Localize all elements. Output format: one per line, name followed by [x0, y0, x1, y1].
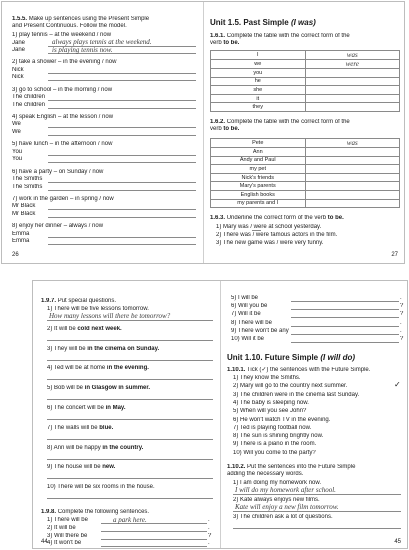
question-sentence	[47, 445, 220, 452]
page-27	[204, 2, 405, 263]
task-1-6-3-instruction: 1.6.3. Underline the correct form of the verb to be.	[210, 215, 344, 221]
handwritten-answer: How many lessons will there be tomorrow?	[49, 312, 171, 320]
sentence-text: 9) The house will be	[47, 464, 103, 471]
subject-cell: English books	[211, 190, 306, 199]
subject-cell: my pet	[211, 165, 306, 174]
page-26	[2, 2, 203, 263]
sentence-stem: 8) There will be	[231, 319, 272, 326]
table-row	[211, 51, 400, 60]
sentence-end: .	[208, 540, 210, 547]
answer-line	[291, 301, 399, 302]
answer-line	[47, 379, 213, 380]
tick-sentence: 4) The baby is sleeping now.	[233, 399, 309, 406]
answer-line	[101, 531, 207, 532]
task-1-9-7-instruction: 1.9.7. Put special questions.	[41, 298, 117, 304]
exercise-prompt: 3) go to school – in the morning / now	[12, 86, 113, 93]
sentence-stem: 9) There won't be any	[231, 327, 289, 334]
answer-line	[101, 546, 207, 547]
subject-label: The children	[12, 101, 46, 108]
sentence-bold: new.	[102, 464, 116, 471]
tick-sentence: 6) He won't watch TV in the evening.	[233, 416, 331, 423]
answer-line	[291, 326, 399, 327]
answer-line	[47, 360, 213, 361]
sentence-stem: 3) Will there be	[47, 532, 88, 539]
sentence-end: .	[400, 319, 402, 326]
verb-form-cell	[305, 173, 400, 182]
task-1-6-2-instruction: 1.6.2. Complete the table with the correct form of the	[210, 119, 350, 125]
table-row	[211, 182, 400, 191]
answer-line	[47, 498, 213, 499]
subject-cell: you	[211, 69, 306, 78]
sentence-bold: in Glasgow in summer.	[84, 385, 151, 392]
verb-form-cell	[305, 103, 400, 112]
table-row	[211, 94, 400, 103]
sentence-text: 10) There will be six rooms in the house.	[47, 484, 155, 491]
verb-form-cell	[305, 156, 400, 165]
sentence-text: 6) The concert will be	[47, 405, 106, 411]
answer-line	[47, 459, 213, 460]
verb-form-cell	[305, 165, 400, 174]
tick-sentence: 7) Ted is playing football now.	[233, 424, 312, 431]
table-row	[211, 190, 400, 199]
subject-cell: Pete	[211, 139, 306, 148]
sentence-bold: blue.	[99, 424, 114, 431]
task-1-5-5-instruction: 1.5.5. Make up sentences using the Present Simple	[12, 16, 150, 22]
subject-label: Jane	[12, 47, 26, 53]
task-1-9-8-instruction: 1.9.8. Complete the following sentences.	[41, 509, 150, 515]
question-sentence	[47, 464, 220, 471]
sentence-stem: 1) There will be	[47, 517, 88, 523]
sentence-bold: in May.	[105, 405, 126, 411]
to-be-table-1	[210, 50, 400, 112]
tick-sentence: 5) When will you see John?	[233, 408, 307, 415]
underline-sentence: 2) There was / were famous actors in the film.	[216, 232, 338, 238]
sentence-text: 8) Ann will be happy	[47, 444, 103, 451]
exercise-prompt: 4) speak English – at the lesson / now	[12, 113, 114, 120]
question-sentence	[47, 484, 220, 491]
check-mark-icon: ✓	[394, 380, 401, 389]
answer-line	[48, 182, 196, 183]
verb-form-cell	[305, 148, 400, 157]
exercise-prompt: 2) take a shower – in the evening / now	[12, 59, 117, 66]
exercise-prompt: 7) work in the garden – in spring / now	[12, 195, 114, 202]
answer-line	[48, 73, 196, 74]
subject-cell: I	[211, 51, 306, 60]
sentence-end: .	[208, 517, 210, 523]
subject-label: We	[12, 121, 21, 128]
question-sentence	[47, 346, 220, 353]
exercise-prompt: 5) have lunch – in the afternoon / now	[12, 141, 113, 148]
verb-form-cell	[305, 199, 400, 208]
answer-line	[48, 209, 196, 210]
table-row	[211, 173, 400, 182]
exercise-prompt: 8) enjoy her dinner – always / now	[12, 223, 104, 230]
sentence-text: 4) Ted will be at home	[47, 365, 107, 372]
answer-line	[291, 317, 399, 318]
question-sentence	[47, 365, 220, 372]
answer-line	[48, 100, 196, 101]
question-sentence	[47, 425, 220, 432]
subject-cell: we	[211, 60, 306, 69]
handwritten-answer: is playing tennis now.	[52, 45, 113, 54]
answer-line	[291, 334, 399, 335]
tick-sentence: 3) The children were in the cinema last Sunday.	[233, 391, 360, 398]
subject-label: The children	[12, 94, 46, 101]
page-number: 44	[41, 539, 48, 545]
answer-line	[48, 217, 196, 218]
verb-form-cell	[305, 190, 400, 199]
answer-line	[47, 439, 213, 440]
subject-cell: my parents and I	[211, 199, 306, 208]
sentence-stem: 7) Will it be	[231, 311, 261, 318]
page-number: 45	[394, 539, 401, 545]
sentence-bold: in the cinema on Sunday.	[87, 345, 160, 352]
answer-line	[291, 309, 399, 310]
question-sentence	[47, 385, 220, 392]
task-1-10-2-instruction: 1.10.2. Put the sentences into the Future Simple	[227, 464, 356, 470]
answer-line	[48, 155, 196, 156]
sentence-stem: 4) It won't be	[47, 540, 82, 547]
sentence-stem: 5) I will be	[231, 295, 259, 301]
task-1-10-2-instruction-2: adding the necessary words.	[227, 471, 304, 477]
verb-form-cell	[305, 77, 400, 86]
verb-form-cell: was	[305, 51, 400, 60]
answer-line	[48, 80, 196, 81]
sentence-end: ?	[400, 336, 404, 342]
subject-label: You	[12, 156, 23, 163]
answer-line	[48, 162, 196, 163]
sentence-text: 3) They will be	[47, 345, 88, 352]
sentence-stem: 10) Will it be	[231, 336, 265, 342]
answer-line	[233, 511, 401, 512]
top-book-spread	[1, 1, 405, 264]
subject-label: Emma	[12, 238, 30, 245]
sentence-end: ?	[400, 303, 404, 310]
tick-sentence: 2) Mary will go to the country next summer.	[233, 383, 348, 390]
answer-line	[48, 237, 196, 238]
answer-line	[47, 320, 213, 321]
to-be-table-2	[210, 138, 400, 208]
source-sentence: 2) Kate always enjoys new films.	[233, 497, 320, 503]
subject-cell: she	[211, 86, 306, 95]
subject-cell: Nick's friends	[211, 173, 306, 182]
handwritten-answer: Kate will enjoy a new film tomorrow.	[235, 503, 339, 511]
table-row	[211, 69, 400, 78]
sentence-bold: in the country.	[102, 444, 144, 451]
verb-form-cell: was	[305, 139, 400, 148]
tick-sentence: 1) They know the Smiths.	[233, 375, 301, 381]
handwritten-answer: always plays tennis at the weekend.	[52, 38, 152, 46]
answer-line	[48, 135, 196, 136]
answer-line	[48, 127, 196, 128]
subject-label: We	[12, 128, 21, 135]
table-row	[211, 165, 400, 174]
page-number: 26	[12, 252, 19, 258]
task-1-6-2-instruction-2: verb to be.	[210, 126, 240, 132]
handwritten-answer: a park here.	[113, 515, 147, 524]
sentence-end: .	[208, 524, 210, 531]
table-row	[211, 77, 400, 86]
subject-label: Nick	[12, 66, 24, 73]
answer-line	[48, 190, 196, 191]
page-45	[221, 281, 408, 548]
verb-form-cell	[305, 86, 400, 95]
answer-underline	[252, 230, 261, 231]
question-sentence	[47, 405, 220, 412]
table-row	[211, 139, 400, 148]
subject-label: Jane	[12, 39, 26, 46]
sentence-text: 1) There will be five lessons tomorrow.	[47, 306, 149, 312]
table-row	[211, 103, 400, 112]
verb-form-cell	[305, 182, 400, 191]
sentence-end: .	[400, 327, 402, 334]
subject-cell: he	[211, 77, 306, 86]
table-row	[211, 86, 400, 95]
sentence-end: ?	[208, 532, 212, 539]
subject-label: You	[12, 148, 23, 155]
answer-line	[47, 478, 213, 479]
sentence-text: 7) The walls will be	[47, 424, 100, 431]
answer-line	[47, 419, 213, 420]
source-sentence: 1) I am doing my homework now.	[233, 480, 322, 486]
tick-sentence: 10) Will you come to the party?	[233, 449, 316, 456]
bottom-book-spread	[32, 280, 408, 549]
sentence-text: 5) Bob will be	[47, 385, 85, 392]
handwritten-answer: I will do my homework after school.	[235, 486, 336, 494]
subject-label: Emma	[12, 230, 30, 237]
sentence-bold: in the evening.	[106, 365, 149, 372]
verb-form-cell: were	[305, 60, 400, 69]
exercise-prompt: 6) have a party – on Sunday / now	[12, 168, 104, 175]
task-1-10-1-instruction: 1.10.1. Tick (✓) the sentences with the Future Simple.	[227, 367, 371, 373]
subject-label: The Smiths	[12, 183, 43, 190]
sentence-end: ?	[400, 311, 404, 318]
sentence-bold: cold next week.	[77, 325, 122, 332]
subject-label: Mr Black	[12, 203, 36, 210]
verb-form-cell	[305, 69, 400, 78]
subject-cell: Ann	[211, 148, 306, 157]
underline-sentence: 3) The new game was / were very funny.	[216, 240, 324, 246]
sentence-end: .	[400, 295, 402, 301]
subject-label: Nick	[12, 74, 24, 81]
table-row	[211, 199, 400, 208]
sentence-text: 2) It will be	[47, 325, 78, 332]
subject-label: Mr Black	[12, 210, 36, 217]
source-sentence: 3) The children ask a lot of questions.	[233, 514, 333, 520]
subject-cell: it	[211, 94, 306, 103]
sentence-stem: 6) Will you be	[231, 303, 268, 310]
page-44	[33, 281, 220, 548]
verb-form-cell	[305, 94, 400, 103]
table-row	[211, 60, 400, 69]
table-row	[211, 156, 400, 165]
unit-title: Unit 1.5. Past Simple (I was)	[210, 18, 316, 27]
question-sentence	[47, 326, 220, 333]
answer-line	[47, 399, 213, 400]
unit-title: Unit 1.10. Future Simple (I will do)	[227, 353, 356, 362]
answer-line	[291, 342, 399, 343]
table-row	[211, 148, 400, 157]
subject-cell: they	[211, 103, 306, 112]
answer-line	[47, 340, 213, 341]
answer-line	[48, 244, 196, 245]
subject-cell: Andy and Paul	[211, 156, 306, 165]
exercise-prompt: 1) play tennis – at the weekend / now	[12, 32, 112, 38]
page-number: 27	[391, 252, 398, 258]
answer-line	[233, 494, 401, 495]
task-1-5-5-instruction-2: and Present Continuous. Follow the model.	[12, 23, 127, 29]
task-1-6-1-instruction-2: verb to be.	[210, 40, 240, 46]
tick-sentence: 8) The sun is shining brightly now.	[233, 433, 324, 440]
underline-sentence: 1) Mary was / were at school yesterday.	[216, 224, 322, 230]
answer-line	[233, 528, 401, 529]
subject-label: The Smiths	[12, 176, 43, 182]
sentence-stem: 2) It will be	[47, 524, 76, 531]
tick-sentence: 9) There is a piano in the room.	[233, 441, 317, 448]
answer-line	[101, 539, 207, 540]
task-1-6-1-instruction: 1.6.1. Complete the table with the correct form of the	[210, 33, 350, 39]
answer-line	[48, 108, 196, 109]
subject-cell: Mary's parents	[211, 182, 306, 191]
